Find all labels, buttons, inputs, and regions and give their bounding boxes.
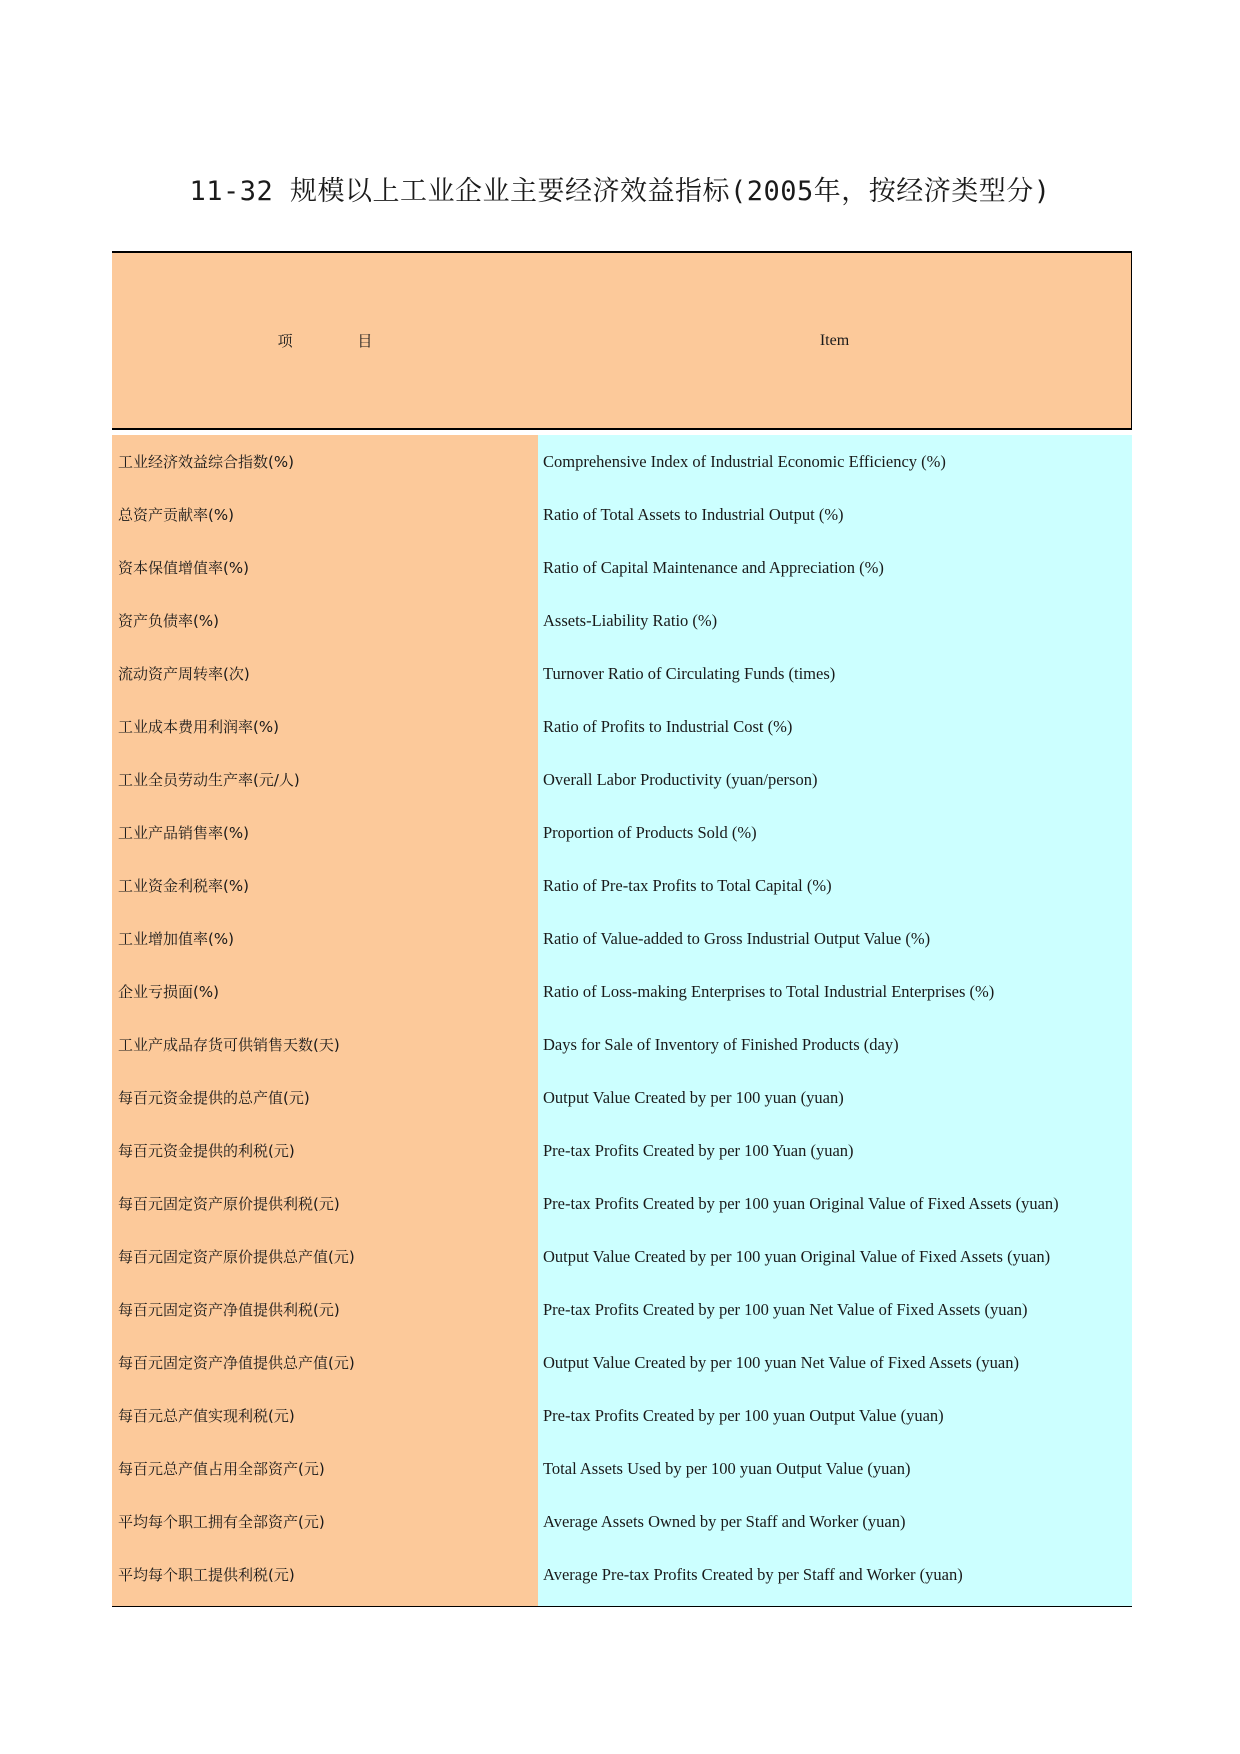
table-row	[112, 594, 1132, 647]
table-row	[112, 1283, 1132, 1336]
row-label-en: Pre-tax Profits Created by per 100 yuan Net Value of Fixed Assets (yuan)	[543, 1299, 1028, 1319]
table-row	[112, 965, 1132, 1018]
row-label-cn: 工业全员劳动生产率(元/人)	[118, 771, 300, 789]
table-row	[112, 1495, 1132, 1548]
table-row	[112, 1548, 1132, 1601]
row-label-en: Total Assets Used by per 100 yuan Output Value (yuan)	[543, 1458, 911, 1478]
table-row	[112, 1124, 1132, 1177]
row-label-en: Turnover Ratio of Circulating Funds (times)	[543, 663, 836, 683]
row-label-cn: 企业亏损面(%)	[118, 983, 219, 1001]
table-row	[112, 647, 1132, 700]
table-row	[112, 912, 1132, 965]
row-label-cn: 每百元总产值占用全部资产(元)	[118, 1460, 325, 1478]
header-item-en: Item	[819, 331, 850, 349]
table-row	[112, 1018, 1132, 1071]
row-label-en: Ratio of Capital Maintenance and Appreciation (%)	[543, 557, 884, 577]
table-row	[112, 1230, 1132, 1283]
row-label-cn: 平均每个职工拥有全部资产(元)	[118, 1513, 325, 1531]
row-label-en: Output Value Created by per 100 yuan (yuan)	[543, 1087, 844, 1107]
row-label-en: Pre-tax Profits Created by per 100 yuan Output Value (yuan)	[543, 1405, 944, 1425]
row-label-en: Ratio of Profits to Industrial Cost (%)	[543, 716, 793, 736]
row-label-cn: 每百元资金提供的总产值(元)	[118, 1089, 310, 1107]
row-label-en: Ratio of Pre-tax Profits to Total Capital (%)	[543, 875, 832, 895]
row-label-en: Pre-tax Profits Created by per 100 Yuan (yuan)	[543, 1140, 854, 1160]
row-label-en: Ratio of Loss-making Enterprises to Total Industrial Enterprises (%)	[543, 981, 995, 1001]
row-label-cn: 工业产成品存货可供销售天数(天)	[118, 1036, 340, 1054]
table-row	[112, 806, 1132, 859]
row-label-cn: 每百元固定资产净值提供总产值(元)	[118, 1354, 355, 1372]
row-label-en: Output Value Created by per 100 yuan Original Value of Fixed Assets (yuan)	[543, 1246, 1051, 1266]
table-body	[112, 435, 1132, 1606]
row-label-en: Ratio of Total Assets to Industrial Output (%)	[543, 504, 844, 524]
row-label-en: Days for Sale of Inventory of Finished Products (day)	[543, 1034, 899, 1054]
row-label-cn: 每百元固定资产原价提供总产值(元)	[118, 1248, 355, 1266]
row-label-cn: 工业成本费用利润率(%)	[118, 718, 279, 736]
table-row	[112, 1389, 1132, 1442]
row-label-cn: 每百元资金提供的利税(元)	[118, 1142, 295, 1160]
row-label-cn: 工业产品销售率(%)	[118, 824, 249, 842]
row-label-cn: 平均每个职工提供利税(元)	[118, 1566, 295, 1584]
row-label-cn: 工业资金利税率(%)	[118, 877, 249, 895]
table-row	[112, 700, 1132, 753]
row-label-en: Pre-tax Profits Created by per 100 yuan Original Value of Fixed Assets (yuan)	[543, 1193, 1059, 1213]
table-header	[112, 253, 1132, 430]
row-label-en: Ratio of Value-added to Gross Industrial Output Value (%)	[543, 928, 931, 948]
row-label-cn: 流动资产周转率(次)	[118, 665, 250, 683]
table-row	[112, 1442, 1132, 1495]
row-label-cn: 资产负债率(%)	[118, 612, 219, 630]
row-label-cn: 总资产贡献率(%)	[118, 506, 234, 524]
table-row	[112, 435, 1132, 488]
page-title: 11-32 规模以上工业企业主要经济效益指标(2005年，按经济类型分)	[189, 176, 1051, 207]
table-row	[112, 859, 1132, 912]
table-row	[112, 541, 1132, 594]
row-label-cn: 每百元固定资产原价提供利税(元)	[118, 1195, 340, 1213]
row-label-cn: 每百元固定资产净值提供利税(元)	[118, 1301, 340, 1319]
row-label-cn: 每百元总产值实现利税(元)	[118, 1407, 295, 1425]
row-label-en: Average Assets Owned by per Staff and Worker (yuan)	[543, 1511, 906, 1531]
row-label-en: Assets-Liability Ratio (%)	[543, 610, 718, 630]
header-item-cn: 项 目	[277, 332, 373, 350]
table-row	[112, 488, 1132, 541]
row-label-cn: 工业经济效益综合指数(%)	[118, 453, 294, 471]
row-label-en: Output Value Created by per 100 yuan Net Value of Fixed Assets (yuan)	[543, 1352, 1019, 1372]
row-label-cn: 工业增加值率(%)	[118, 930, 234, 948]
row-label-cn: 资本保值增值率(%)	[118, 559, 249, 577]
table-row	[112, 1336, 1132, 1389]
table-row	[112, 1177, 1132, 1230]
row-label-en: Comprehensive Index of Industrial Economic Efficiency (%)	[543, 451, 946, 471]
row-label-en: Average Pre-tax Profits Created by per Staff and Worker (yuan)	[543, 1564, 963, 1584]
table-row	[112, 1071, 1132, 1124]
indicator-table	[112, 251, 1132, 1607]
row-label-en: Proportion of Products Sold (%)	[543, 822, 757, 842]
table-row	[112, 753, 1132, 806]
row-label-en: Overall Labor Productivity (yuan/person)	[543, 769, 818, 789]
